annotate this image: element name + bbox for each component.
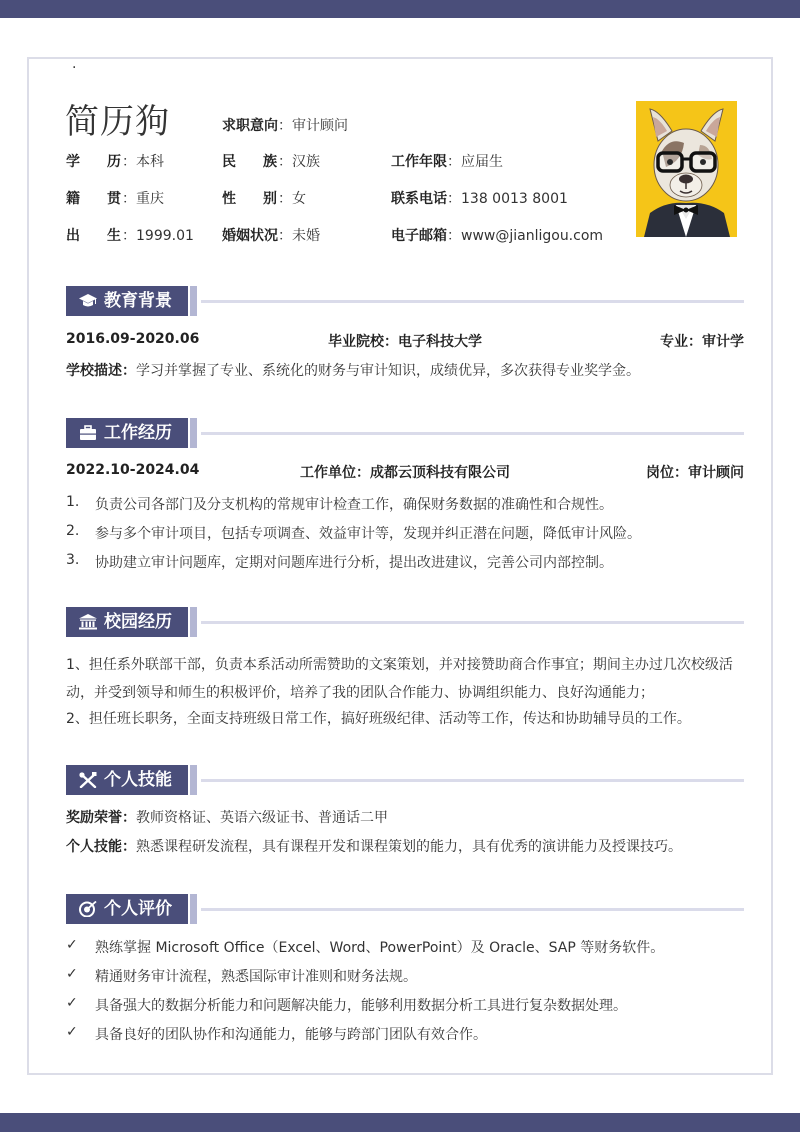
section-skills-accent bbox=[190, 765, 197, 795]
info-phone-label: 联系电话 bbox=[391, 191, 447, 207]
info-email: 电子邮箱：www@jianligou.com bbox=[391, 225, 603, 245]
section-work-tab bbox=[66, 418, 188, 448]
info-phone: 联系电话：138 0013 8001 bbox=[391, 188, 568, 208]
section-evaluation-tab bbox=[66, 894, 188, 924]
candidate-name: 简历狗 bbox=[65, 102, 170, 142]
info-ethnicity-label: 民族 bbox=[222, 154, 277, 170]
section-evaluation-accent bbox=[190, 894, 197, 924]
skills-awards-text: 教师资格证、英语六级证书、普通话二甲 bbox=[136, 810, 388, 826]
section-skills-tab bbox=[66, 765, 188, 795]
job-intent-label: 求职意向 bbox=[222, 118, 278, 134]
graduation-cap-icon bbox=[79, 293, 97, 309]
info-phone-value: 138 0013 8001 bbox=[461, 191, 568, 207]
info-birth: 出生：1999.01 bbox=[66, 225, 194, 245]
section-evaluation-line bbox=[201, 908, 744, 911]
info-years: 工作年限：应届生 bbox=[391, 151, 503, 171]
info-origin: 籍贯：重庆 bbox=[66, 188, 164, 208]
dot-mark: · bbox=[72, 60, 77, 76]
work-item-num: 3. bbox=[66, 552, 80, 568]
bottom-bar bbox=[0, 1113, 800, 1132]
section-campus-line bbox=[201, 621, 744, 624]
section-work-accent bbox=[190, 418, 197, 448]
section-work-title: 工作经历 bbox=[104, 423, 172, 443]
info-birth-value: 1999.01 bbox=[136, 228, 194, 244]
section-evaluation-header bbox=[66, 894, 744, 924]
info-ethnicity: 民族：汉族 bbox=[222, 151, 320, 171]
info-gender-value: 女 bbox=[292, 191, 306, 207]
info-email-value: www@jianligou.com bbox=[461, 228, 604, 244]
campus-item: 1、担任系外联部干部，负责本系活动所需赞助的文案策划，并对接赞助商合作事宜；期间主办过几次校级活动，并受到领导和师生的积极评价，培养了我的团队合作能力、协调组织能力、良好沟通能力； bbox=[66, 657, 733, 701]
work-item-text: 参与多个审计项目，包括专项调查、效益审计等，发现并纠正潜在问题，降低审计风险。 bbox=[95, 526, 641, 542]
skills-skill bbox=[66, 837, 746, 857]
job-intent: 求职意向：审计顾问 bbox=[222, 115, 348, 135]
section-education-accent bbox=[190, 286, 197, 316]
info-marital-value: 未婚 bbox=[292, 228, 320, 244]
info-origin-value: 重庆 bbox=[136, 191, 164, 207]
skills-skill-label: 个人技能： bbox=[66, 839, 136, 855]
section-skills-header bbox=[66, 765, 744, 795]
education-desc-label: 学校描述： bbox=[66, 363, 136, 379]
info-ethnicity-value: 汉族 bbox=[292, 154, 320, 170]
work-item-text: 协助建立审计问题库，定期对问题库进行分析，提出改进建议，完善公司内部控制。 bbox=[95, 555, 613, 571]
evaluation-item: 精通财务审计流程，熟悉国际审计准则和财务法规。 bbox=[95, 969, 417, 985]
section-campus-header bbox=[66, 607, 744, 637]
section-work-header bbox=[66, 418, 744, 448]
info-origin-label: 籍贯 bbox=[66, 191, 121, 207]
section-education-line bbox=[201, 300, 744, 303]
tools-icon bbox=[79, 772, 97, 788]
job-intent-value: 审计顾问 bbox=[292, 118, 348, 134]
education-period: 2016.09-2020.06 bbox=[66, 331, 200, 347]
work-item-num: 2. bbox=[66, 523, 80, 539]
check-icon: ✓ bbox=[66, 995, 78, 1011]
section-evaluation-title: 个人评价 bbox=[104, 899, 172, 919]
info-gender-label: 性别 bbox=[222, 191, 277, 207]
info-marital: 婚姻状况：未婚 bbox=[222, 225, 320, 245]
evaluation-item: 熟练掌握 Microsoft Office（Excel、Word、PowerPoint）及 Oracle、SAP 等财务软件。 bbox=[95, 940, 665, 956]
work-item-text: 负责公司各部门及分支机构的常规审计检查工作，确保财务数据的准确性和合规性。 bbox=[95, 497, 613, 513]
info-years-label: 工作年限 bbox=[391, 154, 447, 170]
section-education-header bbox=[66, 286, 744, 316]
skills-skill-text: 熟悉课程研发流程，具有课程开发和课程策划的能力，具有优秀的演讲能力及授课技巧。 bbox=[136, 839, 682, 855]
section-campus-title: 校园经历 bbox=[104, 612, 172, 632]
work-period: 2022.10-2024.04 bbox=[66, 462, 200, 478]
info-education-value: 本科 bbox=[136, 154, 164, 170]
building-icon bbox=[79, 614, 97, 630]
education-school: 毕业院校：电子科技大学 bbox=[328, 334, 482, 350]
work-item-num: 1. bbox=[66, 494, 80, 510]
target-icon bbox=[79, 901, 97, 917]
section-skills-line bbox=[201, 779, 744, 782]
section-education-title: 教育背景 bbox=[104, 291, 172, 311]
work-company: 工作单位：成都云顶科技有限公司 bbox=[300, 465, 510, 481]
education-major: 专业：审计学 bbox=[660, 334, 744, 350]
info-education: 学历：本科 bbox=[66, 151, 164, 171]
top-bar bbox=[0, 0, 800, 18]
campus-item: 2、担任班长职务，全面支持班级日常工作，搞好班级纪律、活动等工作，传达和协助辅导员的工作。 bbox=[66, 711, 691, 727]
section-campus-accent bbox=[190, 607, 197, 637]
evaluation-item: 具备强大的数据分析能力和问题解决能力，能够利用数据分析工具进行复杂数据处理。 bbox=[95, 998, 627, 1014]
check-icon: ✓ bbox=[66, 937, 78, 953]
work-row bbox=[66, 462, 744, 482]
info-education-label: 学历 bbox=[66, 154, 121, 170]
briefcase-icon bbox=[79, 425, 97, 441]
education-row bbox=[66, 331, 744, 351]
education-description bbox=[66, 361, 746, 381]
info-gender: 性别：女 bbox=[222, 188, 306, 208]
skills-awards-label: 奖励荣誉： bbox=[66, 810, 136, 826]
info-years-value: 应届生 bbox=[461, 154, 503, 170]
info-birth-label: 出生 bbox=[66, 228, 121, 244]
section-skills-title: 个人技能 bbox=[104, 770, 172, 790]
skills-awards bbox=[66, 808, 746, 828]
profile-photo bbox=[636, 101, 737, 237]
check-icon: ✓ bbox=[66, 1024, 78, 1040]
info-email-label: 电子邮箱 bbox=[391, 228, 447, 244]
work-position: 岗位：审计顾问 bbox=[646, 465, 744, 481]
section-campus-tab bbox=[66, 607, 188, 637]
section-education-tab bbox=[66, 286, 188, 316]
evaluation-item: 具备良好的团队协作和沟通能力，能够与跨部门团队有效合作。 bbox=[95, 1027, 487, 1043]
info-marital-label: 婚姻状况 bbox=[222, 228, 278, 244]
section-work-line bbox=[201, 432, 744, 435]
check-icon: ✓ bbox=[66, 966, 78, 982]
dog-avatar-icon bbox=[636, 101, 737, 237]
education-desc-text: 学习并掌握了专业、系统化的财务与审计知识，成绩优异，多次获得专业奖学金。 bbox=[136, 363, 640, 379]
